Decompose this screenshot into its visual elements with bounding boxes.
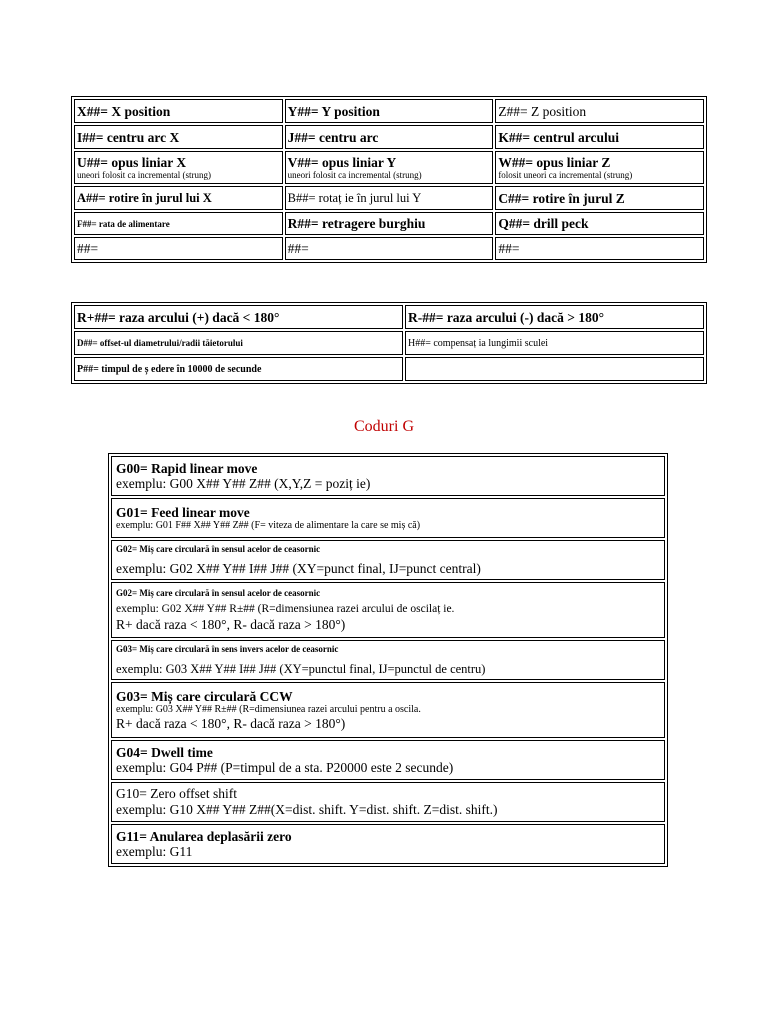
- cell-empty-1: ##=: [74, 237, 283, 260]
- g03-ij-example: exemplu: G03 X## Y## I## J## (XY=punctul final, IJ=punctul de centru): [116, 661, 486, 676]
- cell-a-rotation: A##= rotire în jurul lui X: [74, 186, 283, 210]
- cell-empty: [405, 357, 704, 381]
- g03-r-title: G03= Miș care circulară CCW: [116, 688, 293, 704]
- g10-example: exemplu: G10 X## Y## Z##(X=dist. shift. Y=dist. shift. Z=dist. shift.): [116, 802, 498, 817]
- cell-r-retract: R##= retragere burghiu: [285, 212, 494, 235]
- cell-k-centre: K##= centrul arcului: [495, 125, 704, 149]
- cell-u-note: uneori folosit ca incremental (strung): [77, 170, 211, 180]
- g01-title: G01= Feed linear move: [116, 504, 250, 520]
- g02-r-example: exemplu: G02 X## Y## R±## (R=dimensiunea razei arcului de oscilaț ie.: [116, 602, 455, 615]
- g11-title: G11= Anularea deplasării zero: [116, 828, 292, 844]
- cell-empty-3: ##=: [495, 237, 704, 260]
- g04-title: G04= Dwell time: [116, 744, 213, 760]
- cell-r-minus: R-##= raza arcului (-) dacă > 180°: [405, 305, 704, 329]
- cell-v-incremental: [285, 151, 494, 184]
- cell-i-centre: I##= centru arc X: [74, 125, 283, 149]
- cell-u-incremental: [74, 151, 283, 184]
- cell-b-rotation: B##= rotaț ie în jurul lui Y: [285, 186, 494, 210]
- radius-codes-table: [71, 302, 707, 384]
- cell-w-label: W##= opus liniar Z: [498, 155, 611, 170]
- g11-cell: [111, 824, 665, 864]
- cell-u-label: U##= opus liniar X: [77, 155, 187, 170]
- address-codes-table: [71, 96, 707, 263]
- g00-title: G00= Rapid linear move: [116, 460, 258, 476]
- g03-ij-cell: [111, 640, 665, 680]
- cell-p-dwell: P##= timpul de ș edere în 10000 de secunde: [74, 357, 403, 381]
- cell-h-compensation: H##= compensaț ia lungimii sculei: [405, 331, 704, 355]
- g03-r-note: R+ dacă raza < 180°, R- dacă raza > 180°): [116, 715, 346, 731]
- g01-example: exemplu: G01 F## X## Y## Z## (F= viteza de alimentare la care se miș că): [116, 519, 421, 531]
- g00-cell: [111, 456, 665, 496]
- cell-q-peck: Q##= drill peck: [495, 212, 704, 235]
- cell-v-label: V##= opus liniar Y: [287, 155, 397, 170]
- g02-r-cell: [111, 582, 665, 638]
- g01-cell: [111, 498, 665, 538]
- cell-y-position: Y##= Y position: [285, 99, 494, 123]
- cell-empty-2: ##=: [285, 237, 494, 260]
- cell-d-offset: D##= offset-ul diametrului/radii tăietorului: [74, 331, 403, 355]
- g00-example: exemplu: G00 X## Y## Z## (X,Y,Z = poziț ie): [116, 475, 371, 491]
- g04-cell: [111, 740, 665, 780]
- g10-cell: [111, 782, 665, 822]
- g-codes-table: [108, 453, 668, 867]
- cell-w-incremental: [495, 151, 704, 184]
- g02-r-note: R+ dacă raza < 180°, R- dacă raza > 180°): [116, 616, 346, 632]
- g03-r-example: exemplu: G03 X## Y## R±## (R=dimensiunea razei arcului pentru a oscila.: [116, 703, 421, 715]
- cell-w-note: folosit uneori ca incremental (strung): [498, 170, 633, 180]
- cell-r-plus: R+##= raza arcului (+) dacă < 180°: [74, 305, 403, 329]
- g02-r-title: G02= Miș care circulară în sensul acelor de ceasornic: [116, 587, 321, 598]
- g02-ij-cell: [111, 540, 665, 580]
- cell-c-rotation: C##= rotire în jurul Z: [495, 186, 704, 210]
- g03-r-cell: [111, 682, 665, 738]
- g02-ij-example: exemplu: G02 X## Y## I## J## (XY=punct final, IJ=punct central): [116, 560, 481, 576]
- g02-ij-title: G02= Miș care circulară în sensul acelor de ceasornic: [116, 543, 321, 554]
- g11-example: exemplu: G11: [116, 843, 193, 859]
- cell-v-note: uneori folosit ca incremental (strung): [287, 170, 422, 180]
- cell-j-centre: J##= centru arc: [285, 125, 494, 149]
- cell-z-position: Z##= Z position: [495, 99, 704, 123]
- cell-x-position: X##= X position: [74, 99, 283, 123]
- g10-title: G10= Zero offset shift: [116, 786, 237, 801]
- g04-example: exemplu: G04 P## (P=timpul de a sta. P20000 este 2 secunde): [116, 759, 454, 775]
- cell-f-feed: F##= rata de alimentare: [74, 212, 283, 235]
- g03-ij-title: G03= Miș care circulară în sens invers acelor de ceasornic: [116, 643, 339, 654]
- g-codes-heading: Coduri G: [354, 418, 414, 435]
